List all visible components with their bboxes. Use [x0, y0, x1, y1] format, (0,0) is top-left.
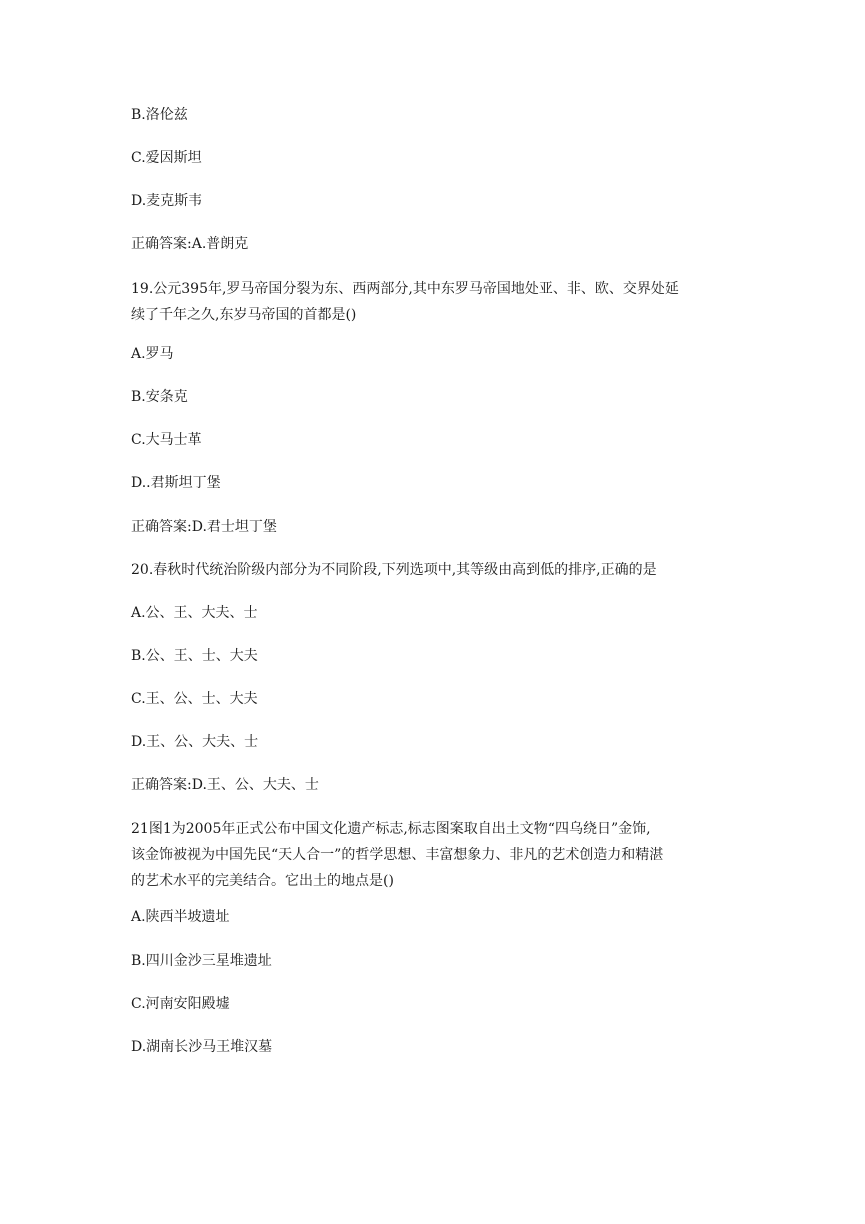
q18-option-d: D.麦克斯韦: [131, 193, 203, 209]
q19-question-line-1: 19.公元395年,罗马帝国分裂为东、西两部分,其中东罗马帝国地处亚、非、欧、交界处延: [131, 281, 679, 297]
q21-question: [131, 816, 731, 894]
q20-option-c: C.王、公、士、大夫: [131, 691, 258, 707]
q19-question: [131, 276, 731, 328]
q21-option-a: A.陕西半坡遗址: [131, 909, 230, 925]
q19-option-c: C.大马士革: [131, 432, 202, 448]
q21-question-line-3: 的艺术水平的完美结合。它出土的地点是(): [131, 873, 394, 889]
q21-option-b: B.四川金沙三星堆遗址: [131, 953, 272, 969]
q18-option-c: C.爱因斯坦: [131, 150, 202, 166]
q19-answer: 正确答案:D.君士坦丁堡: [131, 519, 277, 535]
q21-option-c: C.河南安阳殿墟: [131, 996, 230, 1012]
q20-option-d: D.王、公、大夫、士: [131, 734, 259, 750]
q21-question-line-1: 21图1为2005年正式公布中国文化遗产标志,标志图案取自出土文物“四乌绕日”金饰,: [131, 821, 651, 837]
q19-option-d: D..君斯坦丁堡: [131, 475, 221, 491]
q21-question-line-2: 该金饰被视为中国先民“天人合一”的哲学思想、丰富想象力、非凡的艺术创造力和精湛: [131, 847, 664, 863]
q18-option-b: B.洛伦兹: [131, 107, 188, 123]
q20-option-a: A.公、王、大夫、士: [131, 605, 258, 621]
q21-option-d: D.湖南长沙马王堆汉墓: [131, 1039, 273, 1055]
q20-option-b: B.公、王、士、大夫: [131, 648, 258, 664]
q19-question-line-2: 续了千年之久,东岁马帝国的首都是(): [131, 307, 357, 323]
q20-answer: 正确答案:D.王、公、大夫、士: [131, 777, 319, 793]
q19-option-b: B.安条克: [131, 389, 188, 405]
q20-question: 20.春秋时代统治阶级内部分为不同阶段,下列选项中,其等级由高到低的排序,正确的是: [131, 562, 657, 578]
q19-option-a: A.罗马: [131, 346, 174, 362]
q18-answer: 正确答案:A.普朗克: [131, 236, 249, 252]
